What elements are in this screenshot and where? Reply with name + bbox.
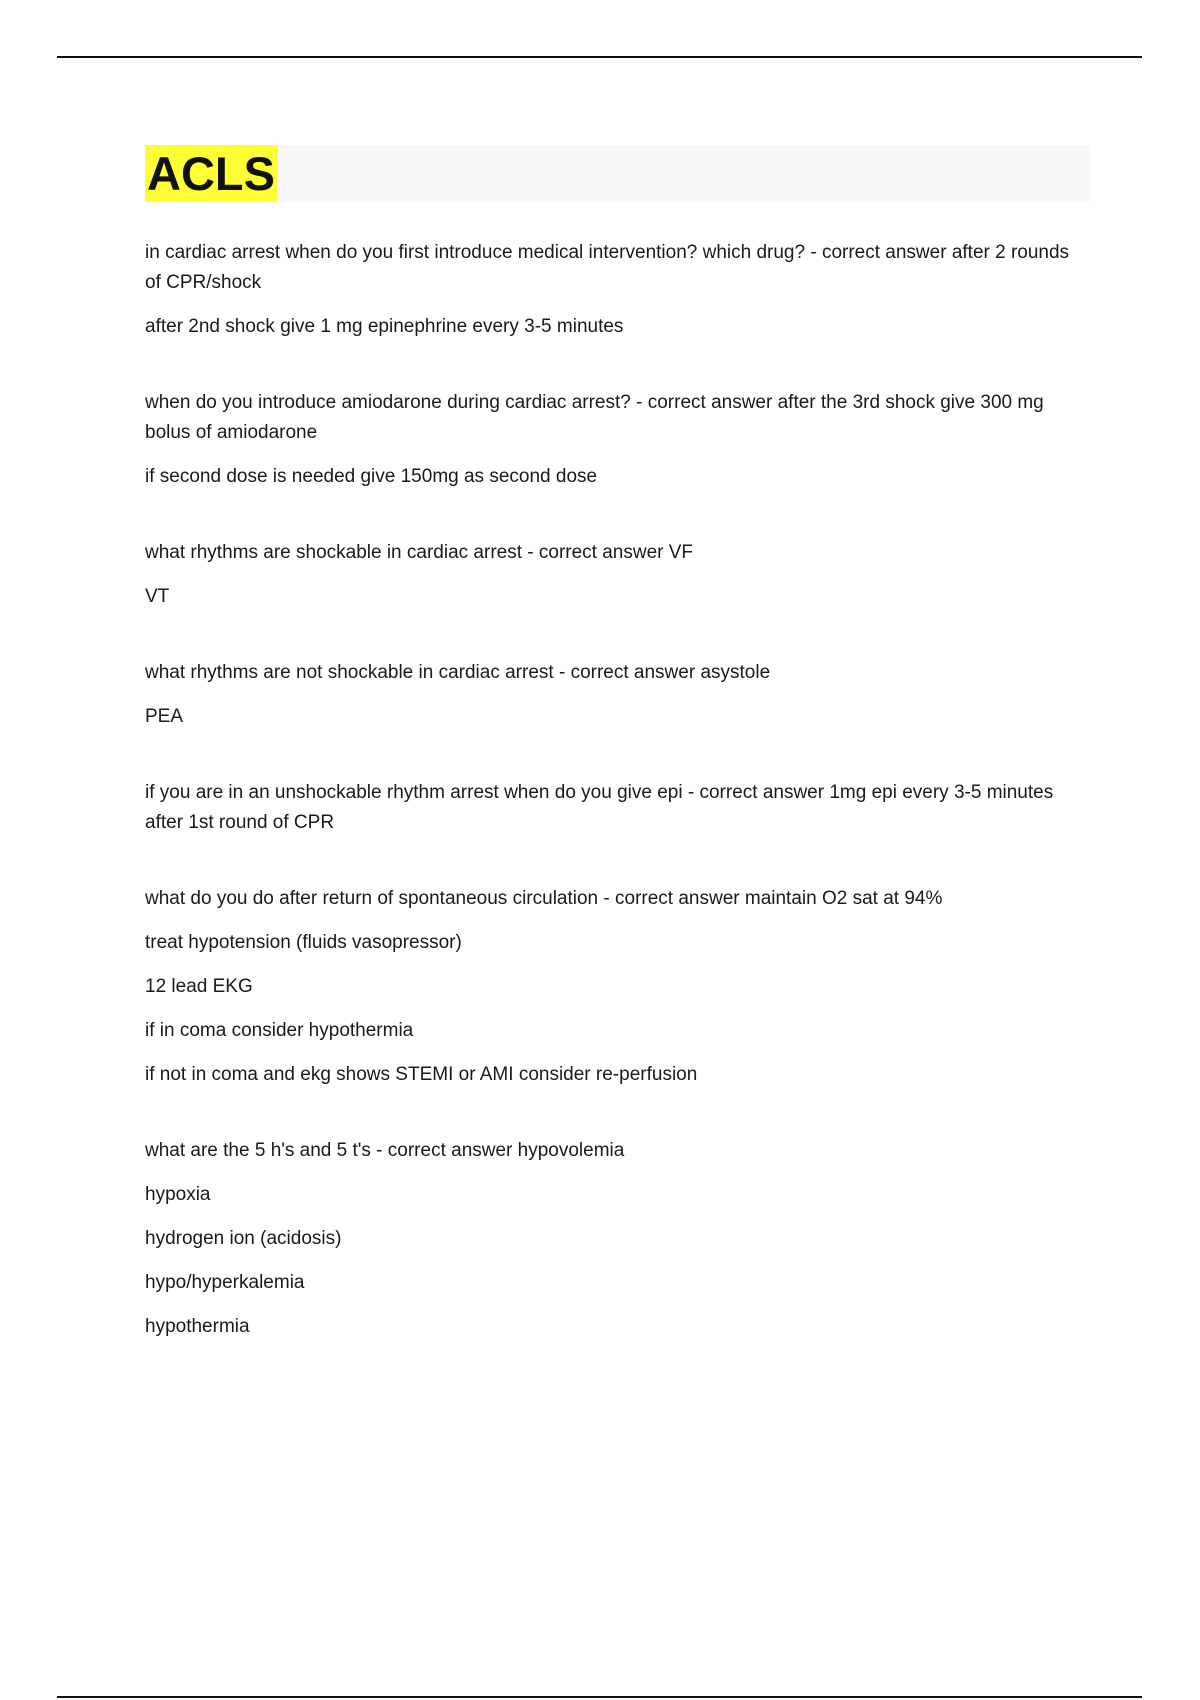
qa-question-line: what rhythms are not shockable in cardiac arrest - correct answer asystole bbox=[145, 662, 771, 683]
qa-answer-line: treat hypotension (fluids vasopressor) bbox=[145, 932, 462, 953]
qa-answer-line: hypoxia bbox=[145, 1184, 211, 1205]
title-bar bbox=[145, 145, 1090, 202]
qa-question-line: in cardiac arrest when do you first introduce medical intervention? which drug? - correct answer after 2 rounds of CPR/shock bbox=[145, 242, 1070, 293]
document-title: ACLS bbox=[147, 147, 275, 200]
qa-question-line: what do you do after return of spontaneous circulation - correct answer maintain O2 sat at 94% bbox=[145, 888, 943, 909]
qa-item bbox=[145, 658, 1090, 732]
qa-answer-line: hydrogen ion (acidosis) bbox=[145, 1228, 342, 1249]
qa-question-line: what are the 5 h's and 5 t's - correct answer hypovolemia bbox=[145, 1140, 625, 1161]
qa-item bbox=[145, 1136, 1090, 1342]
qa-item bbox=[145, 388, 1090, 492]
qa-question-line: if you are in an unshockable rhythm arrest when do you give epi - correct answer 1mg epi every 3-5 minutes after 1st round of CPR bbox=[145, 782, 1054, 833]
qa-answer-line: after 2nd shock give 1 mg epinephrine every 3-5 minutes bbox=[145, 316, 624, 337]
qa-answer-line: if in coma consider hypothermia bbox=[145, 1020, 414, 1041]
qa-item bbox=[145, 884, 1090, 1090]
qa-answer-line: if not in coma and ekg shows STEMI or AMI consider re-perfusion bbox=[145, 1064, 698, 1085]
qa-answer-line: if second dose is needed give 150mg as second dose bbox=[145, 466, 598, 487]
qa-list bbox=[145, 238, 1090, 1342]
qa-answer-line: PEA bbox=[145, 706, 184, 727]
qa-answer-line: hypo/hyperkalemia bbox=[145, 1272, 305, 1293]
qa-answer-line: hypothermia bbox=[145, 1316, 250, 1337]
bottom-rule bbox=[57, 1696, 1142, 1698]
qa-answer-line: VT bbox=[145, 586, 170, 607]
qa-item bbox=[145, 778, 1090, 838]
qa-question-line: when do you introduce amiodarone during cardiac arrest? - correct answer after the 3rd shock give 300 mg bolus of amiodarone bbox=[145, 392, 1044, 443]
document-body bbox=[145, 145, 1090, 1388]
top-rule bbox=[57, 56, 1142, 58]
qa-item bbox=[145, 238, 1090, 342]
qa-question-line: what rhythms are shockable in cardiac arrest - correct answer VF bbox=[145, 542, 694, 563]
qa-answer-line: 12 lead EKG bbox=[145, 976, 253, 997]
qa-item bbox=[145, 538, 1090, 612]
